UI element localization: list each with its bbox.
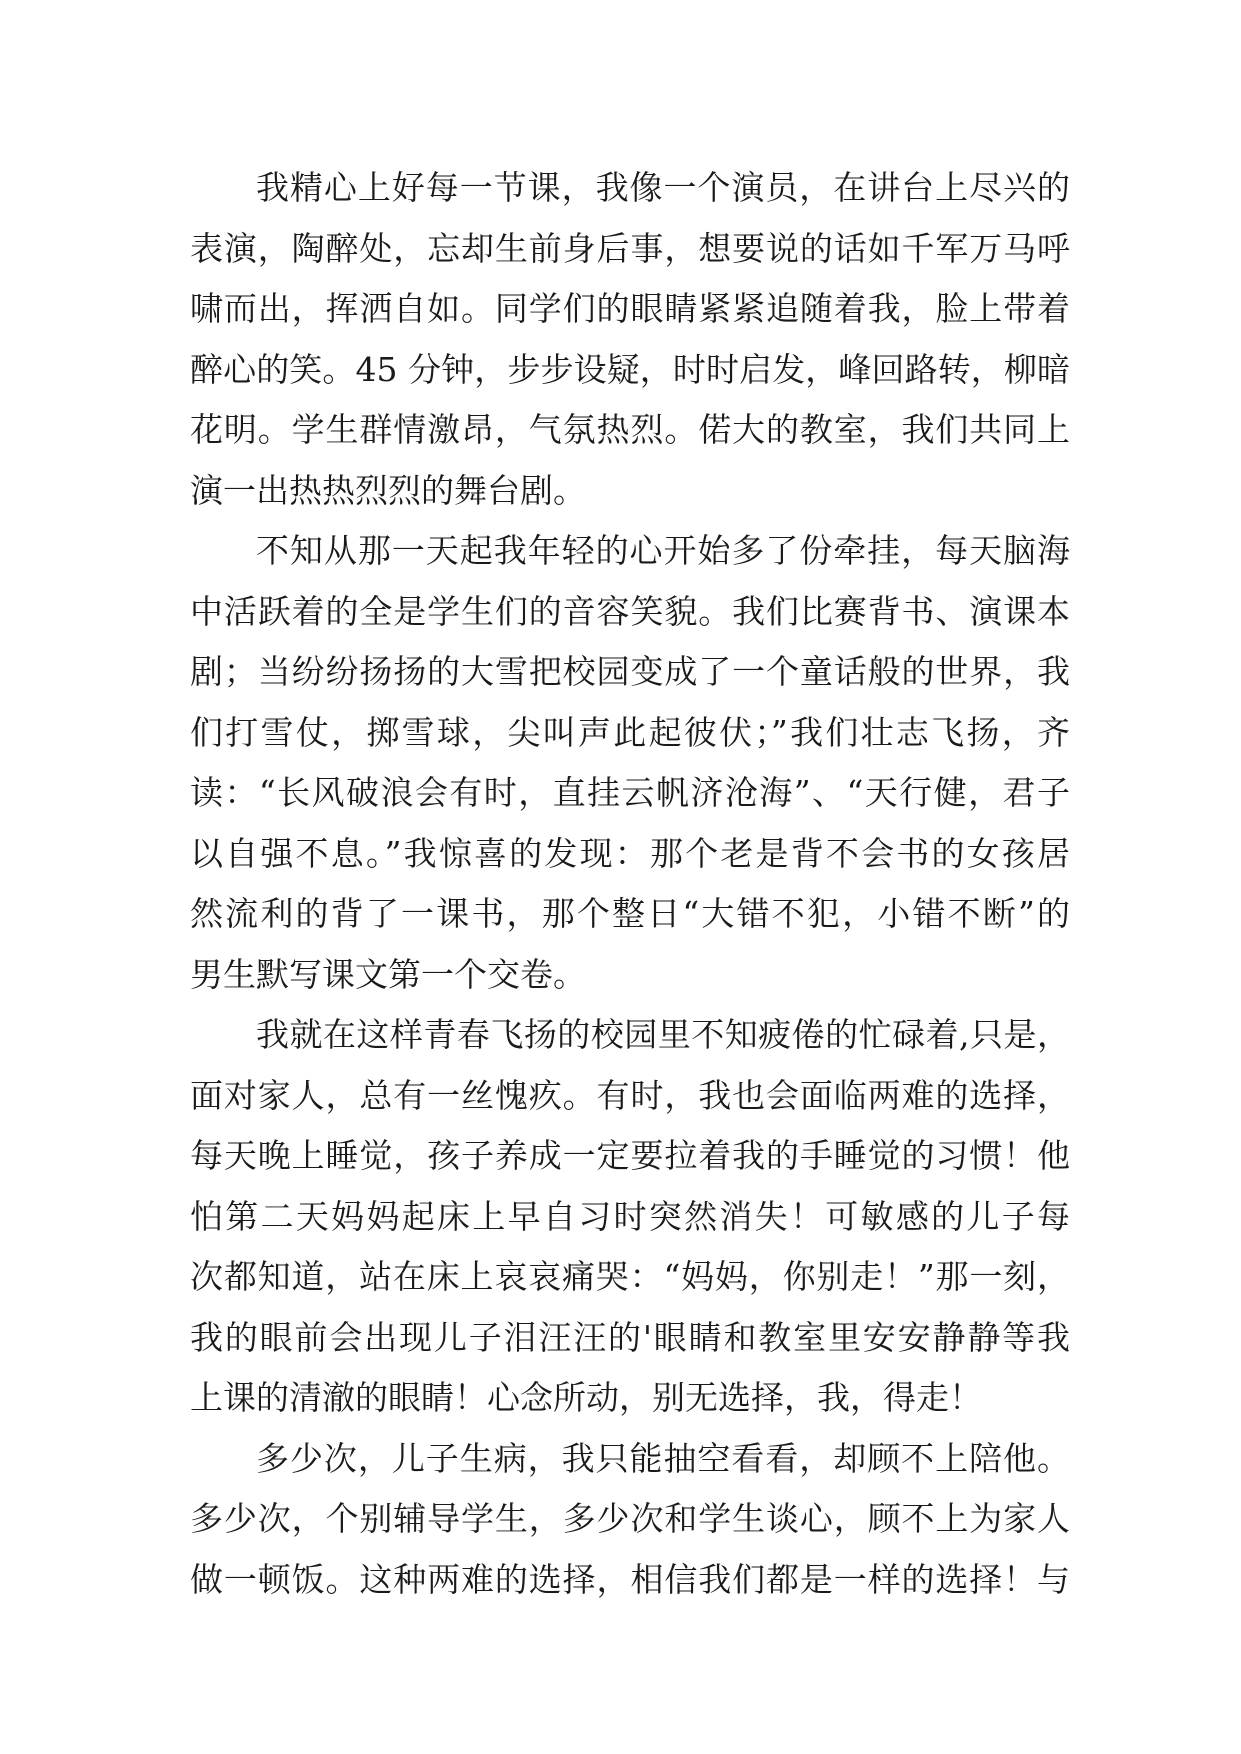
text-line: 我就在这样青春飞扬的校园里不知疲倦的忙碌着,只是， [256,1015,1070,1054]
text-line: 上课的清澈的眼睛！心念所动，别无选择，我，得走！ [190,1378,982,1417]
text-line: 不知从那一天起我年轻的心开始多了份牵挂，每天脑海 [256,531,1070,570]
text-line: 醉心的笑。45 分钟，步步设疑，时时启发，峰回路转，柳暗 [190,349,1070,389]
text-line: 读：“长风破浪会有时，直挂云帆济沧海”、“天行健，君子 [190,773,1070,812]
text-line: 然流利的背了一课书，那个整日“大错不犯，小错不断”的 [190,894,1070,933]
text-line: 我的眼前会出现儿子泪汪汪的'眼睛和教室里安安静静等我 [190,1317,1070,1357]
text-line: 多少次，儿子生病，我只能抽空看看，却顾不上陪他。 [256,1438,1070,1478]
text-line: 表演，陶醉处，忘却生前身后事，想要说的话如千军万马呼 [190,228,1070,268]
text-line: 剧；当纷纷扬扬的大雪把校园变成了一个童话般的世界，我 [190,652,1070,691]
paragraph-1 [190,158,1070,521]
text-line: 面对家人，总有一丝愧疚。有时，我也会面临两难的选择， [190,1075,1070,1115]
text-line: 怕第二天妈妈起床上早自习时突然消失！可敏感的儿子每 [190,1196,1070,1236]
paragraph-2 [190,521,1070,1005]
text-line: 花明。学生群情激昂，气氛热烈。偌大的教室，我们共同上 [190,410,1070,449]
text-line: 啸而出，挥洒自如。同学们的眼睛紧紧追随着我，脸上带着 [190,289,1070,328]
text-line: 做一顿饭。这种两难的选择，相信我们都是一样的选择！与 [190,1559,1070,1599]
text-line: 次都知道，站在床上哀哀痛哭：“妈妈，你别走！”那一刻， [190,1257,1070,1296]
paragraph-3 [190,1005,1070,1429]
text-line: 每天晚上睡觉，孩子养成一定要拉着我的手睡觉的习惯！他 [190,1136,1070,1175]
text-line: 以自强不息。”我惊喜的发现：那个老是背不会书的女孩居 [190,833,1070,873]
text-line: 们打雪仗，掷雪球，尖叫声此起彼伏；”我们壮志飞扬，齐 [190,712,1070,752]
text-line: 中活跃着的全是学生们的音容笑貌。我们比赛背书、演课本 [190,591,1070,631]
text-line: 我精心上好每一节课，我像一个演员，在讲台上尽兴的 [256,168,1070,207]
body-text [190,158,1070,1610]
text-line: 多少次，个别辅导学生，多少次和学生谈心，顾不上为家人 [190,1499,1070,1538]
paragraph-4 [190,1429,1070,1611]
text-line: 男生默写课文第一个交卷。 [190,954,586,994]
text-line: 演一出热热烈烈的舞台剧。 [190,470,586,510]
